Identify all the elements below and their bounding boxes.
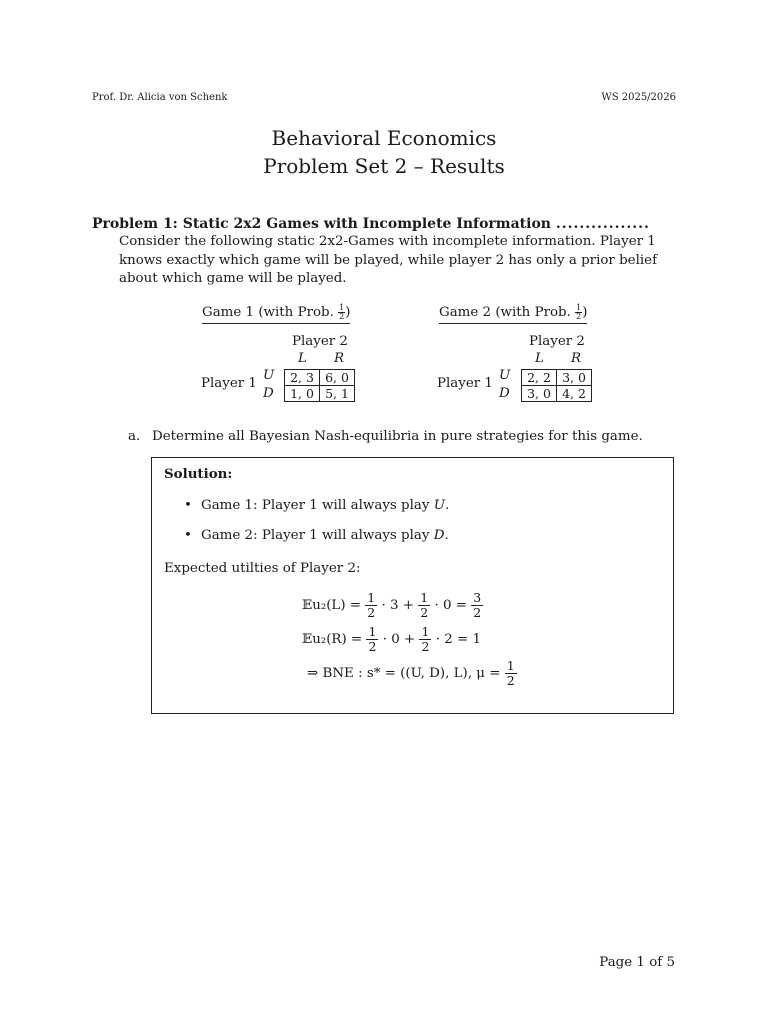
bullet-suffix: . bbox=[444, 498, 450, 513]
eq-fraction bbox=[418, 591, 430, 620]
page-number: Page 1 of 5 bbox=[599, 955, 675, 970]
frac-den: 2 bbox=[421, 639, 430, 654]
problem-heading-text: Problem 1: Static 2x2 Games with Incomplete Information bbox=[92, 216, 551, 232]
game-2-title bbox=[439, 304, 587, 324]
frac-num: 1 bbox=[420, 590, 429, 605]
frac-num: 1 bbox=[368, 624, 377, 639]
question-label: a. bbox=[128, 429, 141, 444]
game-2-row-player: Player 1 bbox=[437, 376, 493, 391]
game-1-row-D: D bbox=[263, 386, 274, 401]
payoff-cell: 3, 0 bbox=[522, 386, 557, 402]
title-line-1: Behavioral Economics bbox=[271, 126, 497, 150]
solution-title: Solution: bbox=[164, 466, 233, 482]
payoff-cell: 3, 0 bbox=[557, 370, 592, 386]
problem-heading-leader: ................ bbox=[555, 216, 650, 232]
game-2-prob-den: 2 bbox=[576, 312, 582, 321]
eq-fraction bbox=[505, 659, 517, 688]
eq-lhs: 𝔼u₂(R) = bbox=[302, 632, 363, 647]
equation-bne bbox=[307, 659, 517, 688]
equation-eu-R bbox=[302, 625, 481, 654]
bullet-suffix: . bbox=[444, 528, 449, 543]
payoff-cell: 2, 2 bbox=[522, 370, 557, 386]
frac-num: 1 bbox=[421, 624, 430, 639]
game-2-col-R: R bbox=[571, 351, 582, 366]
equation-eu-L bbox=[302, 591, 483, 620]
document-title bbox=[0, 124, 768, 180]
game-1-col-R: R bbox=[334, 351, 345, 366]
eq-term: · 2 = 1 bbox=[435, 632, 481, 647]
game-2-row-D: D bbox=[499, 386, 510, 401]
bullet-text: Game 2: Player 1 will always play bbox=[201, 528, 434, 543]
game-1-payoff-matrix bbox=[284, 369, 355, 402]
bullet-icon: • bbox=[184, 528, 192, 543]
payoff-cell: 1, 0 bbox=[285, 386, 320, 402]
game-2-prob-num: 1 bbox=[576, 303, 582, 312]
frac-den: 2 bbox=[420, 605, 429, 620]
eq-lhs: ⇒ BNE : s* = ((U, D), L), μ = bbox=[307, 666, 501, 681]
frac-den: 2 bbox=[368, 639, 377, 654]
title-line-2: Problem Set 2 – Results bbox=[263, 154, 505, 178]
bullet-var: U bbox=[433, 498, 445, 513]
eq-lhs: 𝔼u₂(L) = bbox=[302, 598, 362, 613]
eq-fraction bbox=[471, 591, 483, 620]
frac-den: 2 bbox=[367, 605, 376, 620]
eq-fraction bbox=[366, 625, 378, 654]
payoff-cell: 6, 0 bbox=[320, 370, 355, 386]
eq-term: · 0 + bbox=[382, 632, 416, 647]
bullet-text: Game 1: Player 1 will always play bbox=[201, 498, 434, 513]
frac-num: 1 bbox=[367, 590, 376, 605]
game-1-title-prefix: Game 1 (with Prob. bbox=[202, 305, 339, 320]
frac-den: 2 bbox=[506, 673, 515, 688]
game-1-col-L: L bbox=[298, 351, 307, 366]
eq-fraction bbox=[365, 591, 377, 620]
payoff-cell: 5, 1 bbox=[320, 386, 355, 402]
payoff-cell: 4, 2 bbox=[557, 386, 592, 402]
game-1-prob-num: 1 bbox=[339, 303, 345, 312]
frac-den: 2 bbox=[473, 605, 482, 620]
game-2-col-L: L bbox=[535, 351, 544, 366]
eq-term: · 0 = bbox=[434, 598, 468, 613]
expected-utilities-label: Expected utilties of Player 2: bbox=[164, 561, 361, 576]
header-semester: WS 2025/2026 bbox=[601, 92, 676, 103]
payoff-cell: 2, 3 bbox=[285, 370, 320, 386]
game-1-title bbox=[202, 304, 350, 324]
game-1-row-player: Player 1 bbox=[201, 376, 257, 391]
frac-num: 1 bbox=[506, 658, 515, 673]
frac-num: 3 bbox=[473, 590, 482, 605]
game-1-title-suffix: ) bbox=[345, 305, 351, 320]
bullet-icon: • bbox=[184, 498, 192, 513]
question-text: Determine all Bayesian Nash-equilibria in pure strategies for this game. bbox=[152, 429, 643, 444]
game-1-col-player: Player 2 bbox=[292, 334, 348, 349]
problem-heading bbox=[92, 216, 676, 232]
question-a bbox=[128, 429, 643, 444]
game-2-payoff-matrix bbox=[521, 369, 592, 402]
solution-box bbox=[151, 457, 674, 714]
game-1-row-U: U bbox=[263, 368, 275, 383]
header-author: Prof. Dr. Alicia von Schenk bbox=[92, 92, 228, 103]
game-2-title-prefix: Game 2 (with Prob. bbox=[439, 305, 576, 320]
game-2-title-suffix: ) bbox=[582, 305, 588, 320]
problem-intro: Consider the following static 2x2-Games with incomplete information. Player 1 knows exactly which game will be played, while player 2 has only a prior belief about which game will be played. bbox=[119, 234, 658, 286]
bullet-var: D bbox=[433, 528, 445, 543]
eq-term: · 3 + bbox=[381, 598, 415, 613]
game-2-row-U: U bbox=[499, 368, 511, 383]
eq-fraction bbox=[419, 625, 431, 654]
game-2-col-player: Player 2 bbox=[529, 334, 585, 349]
game-1-prob-den: 2 bbox=[339, 312, 345, 321]
